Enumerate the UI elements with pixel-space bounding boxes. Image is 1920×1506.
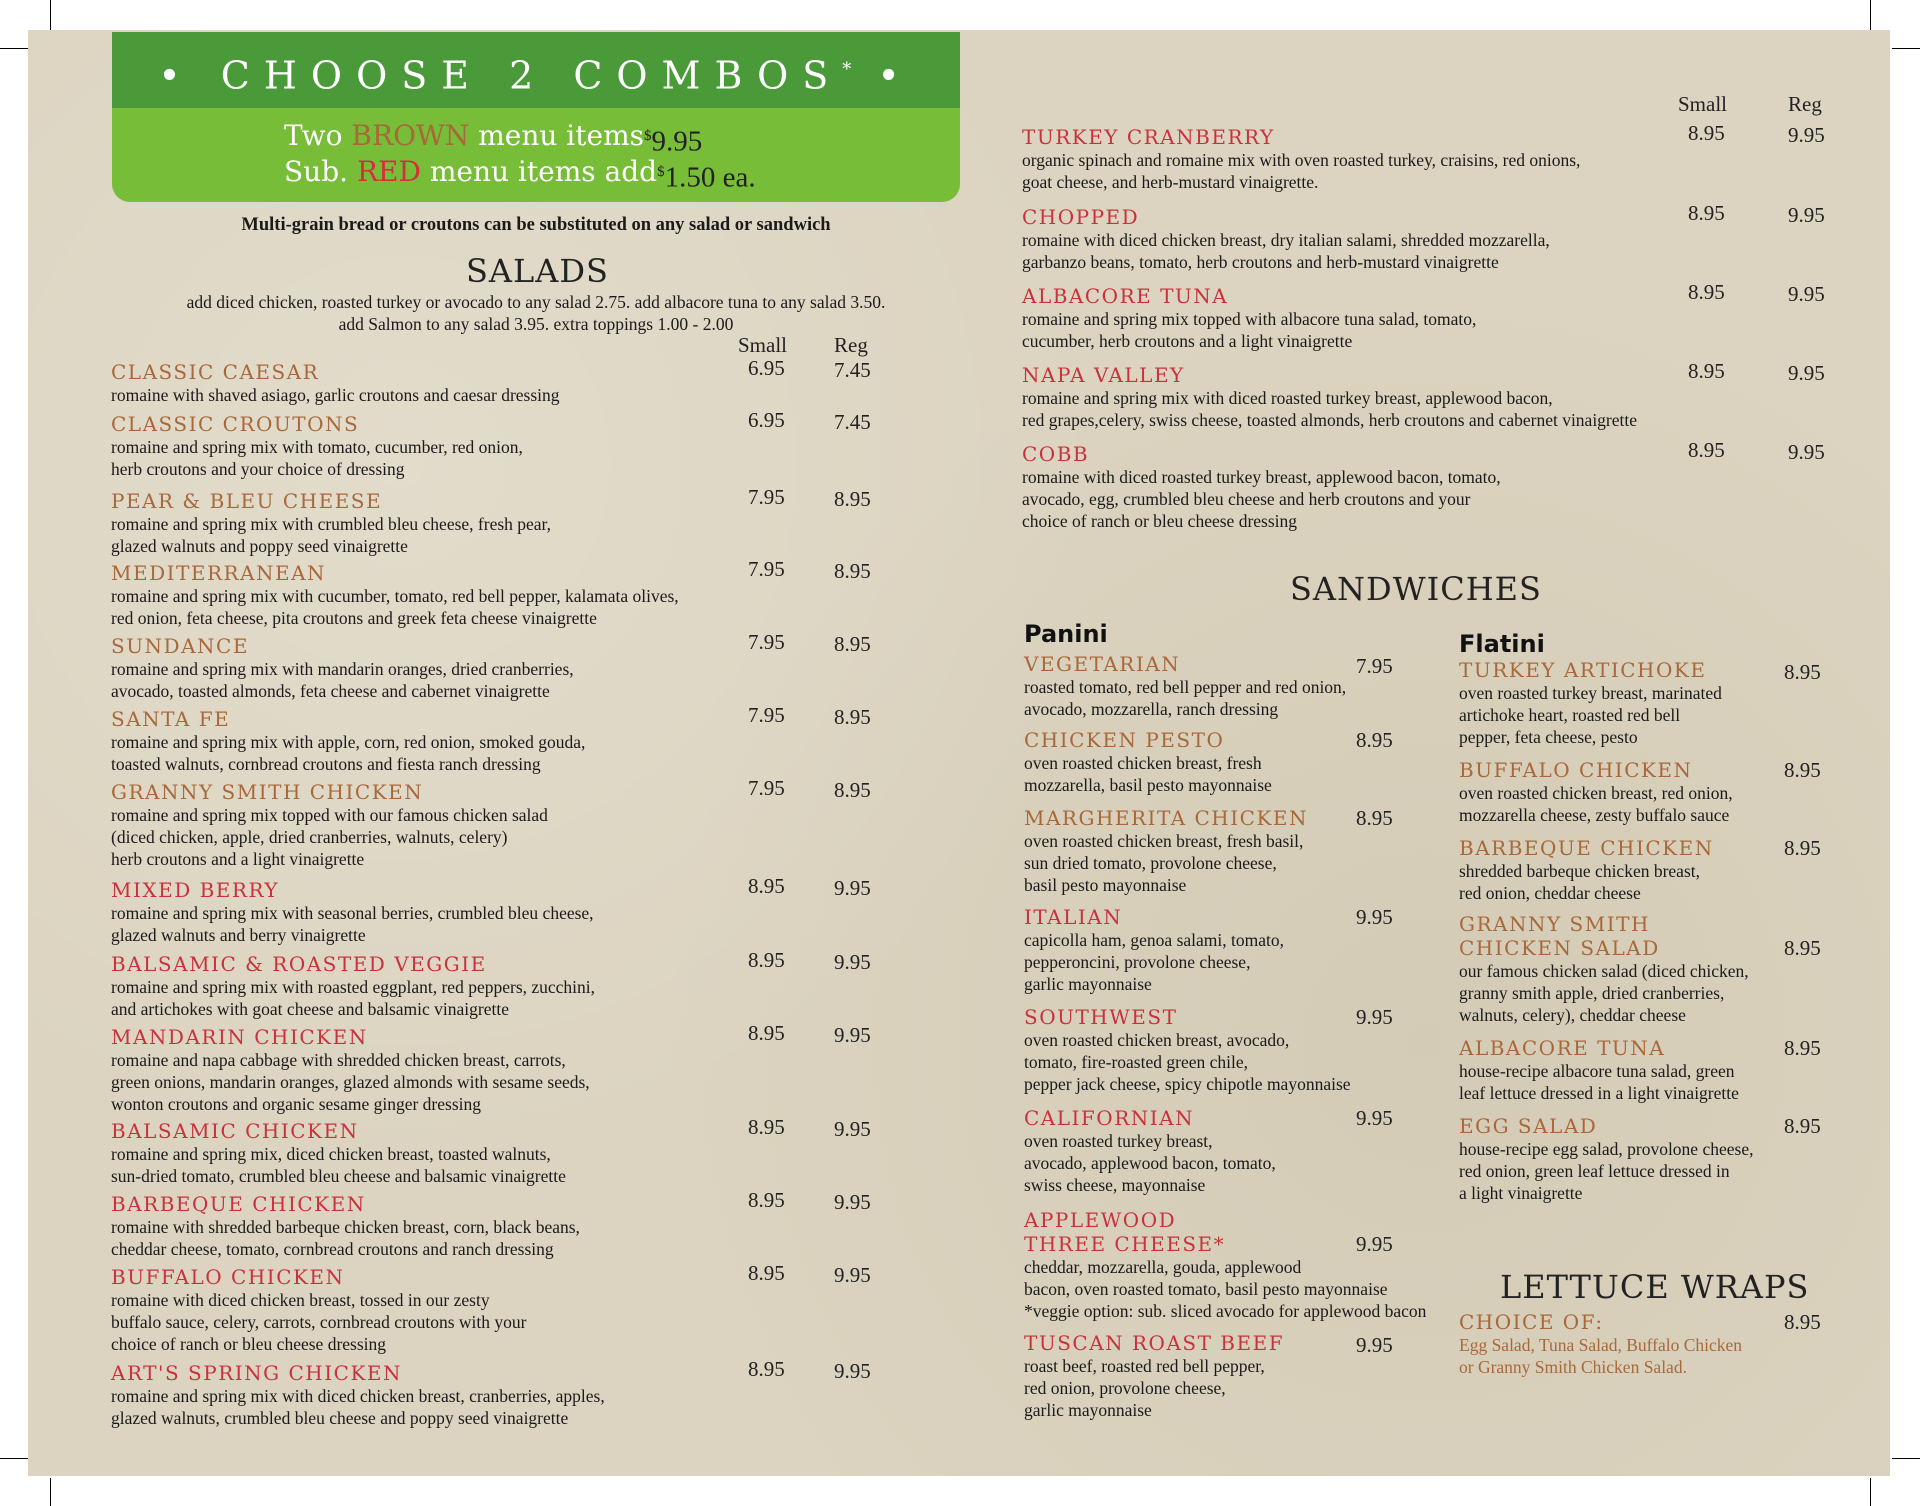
flatini-desc-line: oven roasted turkey breast, marinated: [1459, 683, 1722, 703]
salad-desc-line: romaine and spring mix with cucumber, tomato, red bell pepper, kalamata olives,: [111, 586, 679, 606]
flatini-desc-line: leaf lettuce dressed in a light vinaigrette: [1459, 1083, 1739, 1103]
salad-item: [111, 412, 523, 480]
salad-item: [111, 707, 585, 775]
salad-desc: [111, 976, 595, 1020]
substitution-note: Multi-grain bread or croutons can be substituted on any salad or sandwich: [241, 215, 831, 235]
salad-price-reg: 9.95: [834, 876, 871, 900]
flatini-desc-line: artichoke heart, roasted red bell: [1459, 705, 1681, 725]
flatini-desc: [1459, 860, 1714, 904]
flatini-title: Flatini: [1459, 630, 1545, 658]
salad-desc-line: romaine and spring mix with diced chicken breast, cranberries, apples,: [111, 1386, 605, 1406]
salad-desc-line: glazed walnuts, crumbled bleu cheese and poppy seed vinaigrette: [111, 1408, 569, 1428]
panini-desc-line: oven roasted chicken breast, fresh basil,: [1024, 831, 1304, 851]
salad-desc-line: romaine and spring mix with mandarin oranges, dried cranberries,: [111, 659, 574, 679]
flatini-item: [1459, 758, 1733, 826]
flatini-desc: [1459, 1060, 1739, 1104]
salad-desc-line: choice of ranch or bleu cheese dressing: [1022, 511, 1298, 531]
combo-banner-title: [112, 32, 960, 108]
salads-title: SALADS: [466, 252, 609, 290]
salad-price-reg: 8.95: [834, 559, 871, 583]
salad-desc-line: and artichokes with goat cheese and balsamic vinaigrette: [111, 999, 509, 1019]
panini-desc-line: garlic mayonnaise: [1024, 1400, 1152, 1420]
salad-desc: [111, 436, 523, 480]
salad-price-small: 7.95: [748, 703, 785, 727]
salad-price-small: 8.95: [1688, 359, 1725, 383]
salad-price-reg: 8.95: [834, 487, 871, 511]
panini-name: APPLEWOOD: [1024, 1208, 1177, 1232]
salad-desc-line: herb croutons and your choice of dressing: [111, 459, 405, 479]
lettuce-wrap-item: [1459, 1310, 1742, 1378]
combo-line-2: [284, 154, 960, 194]
salad-desc: [111, 658, 574, 702]
salad-price-small: 7.95: [748, 557, 785, 581]
combo-line1-text: Two: [284, 119, 352, 152]
salad-desc-line: wonton croutons and organic sesame ginger dressing: [111, 1094, 482, 1114]
salad-item: [111, 634, 574, 702]
combo-brown-word: BROWN: [351, 119, 470, 152]
panini-desc-line: *veggie option: sub. sliced avocado for applewood bacon: [1024, 1301, 1427, 1321]
salad-desc: [111, 1216, 580, 1260]
salad-item: [111, 489, 551, 557]
salad-desc: [111, 1049, 590, 1115]
flatini-desc-line: shredded barbeque chicken breast,: [1459, 861, 1701, 881]
flatini-name: CHICKEN SALAD: [1459, 936, 1660, 960]
crop-mark: [0, 1458, 28, 1459]
salad-desc: [1022, 149, 1580, 193]
crop-mark: [1892, 1458, 1920, 1459]
col-small-header: Small: [738, 333, 788, 357]
panini-price: 9.95: [1356, 1106, 1393, 1130]
crop-mark: [50, 1478, 51, 1506]
flatini-desc-line: our famous chicken salad (diced chicken,: [1459, 961, 1749, 981]
col-reg-header-right: Reg: [1788, 92, 1822, 116]
panini-desc-line: sun dried tomato, provolone cheese,: [1024, 853, 1277, 873]
salad-name: BARBEQUE CHICKEN: [111, 1192, 366, 1216]
salad-addons: [112, 291, 960, 335]
salad-price-reg: 9.95: [834, 950, 871, 974]
panini-desc-line: basil pesto mayonnaise: [1024, 875, 1187, 895]
salad-desc: [111, 1143, 566, 1187]
flatini-name: GRANNY SMITH: [1459, 912, 1650, 936]
panini-price: 9.95: [1356, 1232, 1393, 1256]
combo-title: • CHOOSE 2 COMBOS: [158, 53, 843, 98]
panini-price: 8.95: [1356, 728, 1393, 752]
salad-desc-line: red grapes,celery, swiss cheese, toasted almonds, herb croutons and cabernet vinaigrette: [1022, 410, 1638, 430]
salad-item: [111, 780, 548, 870]
salad-price-small: 8.95: [748, 1357, 785, 1381]
panini-item: [1024, 652, 1346, 720]
panini-desc-line: cheddar, mozzarella, gouda, applewood: [1024, 1257, 1302, 1277]
salad-name: MEDITERRANEAN: [111, 561, 327, 585]
panini-price: 9.95: [1356, 1333, 1393, 1357]
combo-line2-text: Sub.: [284, 155, 357, 188]
salad-price-reg: 9.95: [1788, 440, 1825, 464]
lettuce-wrap-name: CHOICE OF:: [1459, 1310, 1604, 1334]
currency-sign: $: [644, 128, 652, 144]
salad-desc-line: romaine and spring mix topped with albacore tuna salad, tomato,: [1022, 309, 1477, 329]
salad-desc-line: avocado, toasted almonds, feta cheese and cabernet vinaigrette: [111, 681, 550, 701]
salad-desc-line: toasted walnuts, cornbread croutons and fiesta ranch dressing: [111, 754, 541, 774]
salad-price-small: 8.95: [748, 1021, 785, 1045]
flatini-name: ALBACORE TUNA: [1459, 1036, 1666, 1060]
flatini-item: [1459, 1114, 1753, 1204]
combo-banner-details: [112, 108, 960, 202]
panini-desc-line: garlic mayonnaise: [1024, 974, 1152, 994]
salad-name: ART'S SPRING CHICKEN: [111, 1361, 402, 1385]
salad-item: [111, 952, 595, 1020]
salad-name: CLASSIC CROUTONS: [111, 412, 360, 436]
panini-desc-line: tomato, fire-roasted green chile,: [1024, 1052, 1248, 1072]
salad-desc-line: romaine with shredded barbeque chicken breast, corn, black beans,: [111, 1217, 580, 1237]
salad-name: CLASSIC CAESAR: [111, 360, 320, 384]
salad-price-reg: 7.45: [834, 410, 871, 434]
salad-item: [1022, 205, 1550, 273]
salad-item: [1022, 442, 1501, 532]
flatini-desc-line: red onion, cheddar cheese: [1459, 883, 1641, 903]
salad-desc-line: romaine and spring mix with apple, corn, red onion, smoked gouda,: [111, 732, 586, 752]
salad-price-reg: 9.95: [834, 1190, 871, 1214]
combo-banner: [112, 32, 960, 202]
flatini-price: 8.95: [1784, 936, 1821, 960]
salad-price-small: 7.95: [748, 776, 785, 800]
panini-desc-line: avocado, applewood bacon, tomato,: [1024, 1153, 1276, 1173]
combo-line-1: [284, 118, 960, 158]
panini-desc-line: roasted tomato, red bell pepper and red onion,: [1024, 677, 1347, 697]
flatini-price: 8.95: [1784, 660, 1821, 684]
salad-price-small: 7.95: [748, 485, 785, 509]
salad-desc: [1022, 308, 1476, 352]
panini-desc: [1024, 929, 1284, 995]
panini-item: [1024, 1005, 1351, 1095]
panini-price: 9.95: [1356, 905, 1393, 929]
salad-name: GRANNY SMITH CHICKEN: [111, 780, 424, 804]
salad-price-reg: 9.95: [834, 1023, 871, 1047]
combo-title-star: *: [842, 59, 852, 80]
salad-desc-line: romaine with shaved asiago, garlic croutons and caesar dressing: [111, 385, 560, 405]
salad-desc-line: cucumber, herb croutons and a light vinaigrette: [1022, 331, 1353, 351]
flatini-item: [1459, 912, 1749, 1026]
flatini-desc: [1459, 1138, 1753, 1204]
salad-price-reg: 8.95: [834, 705, 871, 729]
salad-price-small: 8.95: [748, 1115, 785, 1139]
salad-price-small: 8.95: [1688, 201, 1725, 225]
lettuce-wrap-desc-line: or Granny Smith Chicken Salad.: [1459, 1357, 1687, 1377]
salad-desc-line: glazed walnuts and berry vinaigrette: [111, 925, 366, 945]
flatini-name: TURKEY ARTICHOKE: [1459, 658, 1707, 682]
salad-desc: [111, 384, 560, 406]
salad-desc: [1022, 229, 1550, 273]
crop-mark: [1892, 48, 1920, 49]
flatini-name: BUFFALO CHICKEN: [1459, 758, 1693, 782]
salad-desc: [111, 804, 548, 870]
flatini-desc-line: a light vinaigrette: [1459, 1183, 1583, 1203]
salad-desc-line: avocado, egg, crumbled bleu cheese and herb croutons and your: [1022, 489, 1471, 509]
salad-desc-line: buffalo sauce, celery, carrots, cornbread croutons with your: [111, 1312, 527, 1332]
salad-price-small: 8.95: [1688, 438, 1725, 462]
panini-desc-line: oven roasted chicken breast, fresh: [1024, 753, 1262, 773]
flatini-desc-line: walnuts, celery), cheddar cheese: [1459, 1005, 1686, 1025]
panini-name: MARGHERITA CHICKEN: [1024, 806, 1308, 830]
salad-price-small: 6.95: [748, 408, 785, 432]
panini-price: 8.95: [1356, 806, 1393, 830]
salad-desc: [1022, 466, 1501, 532]
panini-name: TUSCAN ROAST BEEF: [1024, 1331, 1285, 1355]
salad-desc-line: goat cheese, and herb-mustard vinaigrette.: [1022, 172, 1319, 192]
salad-item: [111, 561, 679, 629]
combo-line1-text2: menu items: [469, 119, 644, 152]
panini-desc: [1024, 752, 1272, 796]
salad-desc: [111, 1385, 605, 1429]
salad-desc-line: glazed walnuts and poppy seed vinaigrette: [111, 536, 408, 556]
flatini-desc-line: oven roasted chicken breast, red onion,: [1459, 783, 1733, 803]
salad-price-small: 8.95: [1688, 121, 1725, 145]
salad-desc: [111, 513, 551, 557]
salad-name: CHOPPED: [1022, 205, 1140, 229]
lettuce-wrap-desc-line: Egg Salad, Tuna Salad, Buffalo Chicken: [1459, 1335, 1743, 1355]
panini-item: [1024, 905, 1284, 995]
salad-desc-line: sun-dried tomato, crumbled bleu cheese and balsamic vinaigrette: [111, 1166, 566, 1186]
salad-item: [1022, 363, 1637, 431]
salad-desc-line: herb croutons and a light vinaigrette: [111, 849, 365, 869]
panini-desc-line: capicolla ham, genoa salami, tomato,: [1024, 930, 1284, 950]
panini-item: [1024, 728, 1272, 796]
salad-price-small: 8.95: [1688, 280, 1725, 304]
salad-price-reg: 9.95: [1788, 361, 1825, 385]
currency-sign: $: [657, 164, 665, 180]
flatini-desc-line: granny smith apple, dried cranberries,: [1459, 983, 1725, 1003]
salad-price-small: 6.95: [748, 356, 785, 380]
panini-desc-line: bacon, oven roasted tomato, basil pesto mayonnaise: [1024, 1279, 1388, 1299]
sandwiches-title: SANDWICHES: [1290, 570, 1542, 608]
salad-desc-line: organic spinach and romaine mix with oven roasted turkey, craisins, red onions,: [1022, 150, 1581, 170]
combo-line2-text2: menu items add: [420, 155, 658, 188]
salad-price-reg: 9.95: [834, 1263, 871, 1287]
salad-item: [111, 878, 594, 946]
panini-item: [1024, 806, 1308, 896]
combo-surcharge: 1.50 ea.: [664, 161, 756, 194]
panini-name: THREE CHEESE*: [1024, 1232, 1226, 1256]
salad-price-small: 7.95: [748, 630, 785, 654]
combo-title-end: •: [851, 53, 914, 98]
salad-desc-line: romaine and spring mix topped with our famous chicken salad: [111, 805, 548, 825]
salad-desc-line: (diced chicken, apple, dried cranberries, walnuts, celery): [111, 827, 508, 847]
flatini-desc: [1459, 782, 1733, 826]
panini-item: [1024, 1208, 1426, 1322]
panini-name: ITALIAN: [1024, 905, 1123, 929]
salad-item: [111, 1119, 566, 1187]
flatini-desc-line: house-recipe egg salad, provolone cheese,: [1459, 1139, 1754, 1159]
salad-desc: [1022, 387, 1637, 431]
salad-item: [111, 1192, 580, 1260]
salad-desc-line: romaine and spring mix with diced roasted turkey breast, applewood bacon,: [1022, 388, 1553, 408]
panini-desc-line: oven roasted turkey breast,: [1024, 1131, 1213, 1151]
panini-item: [1024, 1331, 1284, 1421]
crop-mark: [0, 48, 28, 49]
panini-desc: [1024, 830, 1308, 896]
salad-name: PEAR & BLEU CHEESE: [111, 489, 383, 513]
salad-name: BALSAMIC & ROASTED VEGGIE: [111, 952, 487, 976]
salad-desc-line: red onion, feta cheese, pita croutons and greek feta cheese vinaigrette: [111, 608, 597, 628]
panini-desc: [1024, 676, 1346, 720]
lettuce-wrap-desc: [1459, 1334, 1742, 1378]
salad-name: MIXED BERRY: [111, 878, 280, 902]
salad-name: SUNDANCE: [111, 634, 249, 658]
salad-price-reg: 9.95: [834, 1117, 871, 1141]
flatini-name: EGG SALAD: [1459, 1114, 1598, 1138]
salad-price-reg: 9.95: [1788, 123, 1825, 147]
salad-desc-line: romaine and spring mix with tomato, cucumber, red onion,: [111, 437, 523, 457]
panini-desc-line: red onion, provolone cheese,: [1024, 1378, 1226, 1398]
salad-desc-line: romaine and spring mix with crumbled bleu cheese, fresh pear,: [111, 514, 552, 534]
combo-red-word: RED: [356, 155, 421, 188]
salad-price-reg: 7.45: [834, 358, 871, 382]
flatini-price: 8.95: [1784, 758, 1821, 782]
flatini-desc: [1459, 960, 1749, 1026]
salad-price-small: 8.95: [748, 874, 785, 898]
salad-desc-line: romaine and napa cabbage with shredded chicken breast, carrots,: [111, 1050, 566, 1070]
salad-desc-line: romaine with diced roasted turkey breast, applewood bacon, tomato,: [1022, 467, 1501, 487]
flatini-desc: [1459, 682, 1722, 748]
panini-desc-line: oven roasted chicken breast, avocado,: [1024, 1030, 1290, 1050]
flatini-desc-line: red onion, green leaf lettuce dressed in: [1459, 1161, 1730, 1181]
flatini-price: 8.95: [1784, 1114, 1821, 1138]
panini-desc-line: mozzarella, basil pesto mayonnaise: [1024, 775, 1272, 795]
lettuce-wrap-price: 8.95: [1784, 1310, 1821, 1334]
panini-name: SOUTHWEST: [1024, 1005, 1178, 1029]
crop-mark: [1870, 1478, 1871, 1506]
salad-item: [111, 1361, 605, 1429]
salad-desc: [111, 731, 585, 775]
salad-desc: [111, 1289, 526, 1355]
panini-desc: [1024, 1256, 1426, 1322]
salad-name: MANDARIN CHICKEN: [111, 1025, 368, 1049]
salad-price-reg: 9.95: [834, 1359, 871, 1383]
flatini-item: [1459, 836, 1714, 904]
combo-price: 9.95: [651, 125, 703, 158]
flatini-desc-line: pepper, feta cheese, pesto: [1459, 727, 1638, 747]
salad-price-reg: 8.95: [834, 632, 871, 656]
flatini-name: BARBEQUE CHICKEN: [1459, 836, 1714, 860]
panini-desc-line: pepper jack cheese, spicy chipotle mayonnaise: [1024, 1074, 1351, 1094]
salad-price-reg: 9.95: [1788, 203, 1825, 227]
salad-desc-line: romaine with diced chicken breast, tossed in our zesty: [111, 1290, 490, 1310]
panini-item: [1024, 1106, 1276, 1196]
salad-price-small: 8.95: [748, 1261, 785, 1285]
salad-name: TURKEY CRANBERRY: [1022, 125, 1275, 149]
salad-name: BUFFALO CHICKEN: [111, 1265, 345, 1289]
flatini-item: [1459, 1036, 1739, 1104]
flatini-desc-line: house-recipe albacore tuna salad, green: [1459, 1061, 1735, 1081]
salad-name: SANTA FE: [111, 707, 231, 731]
panini-desc-line: avocado, mozzarella, ranch dressing: [1024, 699, 1279, 719]
salad-desc-line: green onions, mandarin oranges, glazed almonds with sesame seeds,: [111, 1072, 590, 1092]
salad-desc-line: romaine with diced chicken breast, dry italian salami, shredded mozzarella,: [1022, 230, 1550, 250]
salad-desc-line: cheddar cheese, tomato, cornbread croutons and ranch dressing: [111, 1239, 554, 1259]
salad-desc-line: romaine and spring mix with seasonal berries, crumbled bleu cheese,: [111, 903, 594, 923]
panini-price: 7.95: [1356, 654, 1393, 678]
panini-desc-line: swiss cheese, mayonnaise: [1024, 1175, 1206, 1195]
salad-price-reg: 9.95: [1788, 282, 1825, 306]
salad-addon-line: add Salmon to any salad 3.95. extra toppings 1.00 - 2.00: [338, 314, 734, 334]
salad-item: [111, 1265, 526, 1355]
salad-item: [111, 1025, 590, 1115]
salad-name: BALSAMIC CHICKEN: [111, 1119, 359, 1143]
panini-desc-line: roast beef, roasted red bell pepper,: [1024, 1356, 1265, 1376]
flatini-item: [1459, 658, 1722, 748]
panini-title: Panini: [1024, 620, 1108, 648]
lettuce-wraps-title: LETTUCE WRAPS: [1500, 1268, 1810, 1306]
salad-name: NAPA VALLEY: [1022, 363, 1185, 387]
panini-name: VEGETARIAN: [1024, 652, 1181, 676]
panini-desc: [1024, 1355, 1284, 1421]
col-small-header-right: Small: [1678, 92, 1728, 116]
salad-item: [1022, 284, 1476, 352]
salad-price-small: 8.95: [748, 948, 785, 972]
salad-price-reg: 8.95: [834, 778, 871, 802]
panini-name: CALIFORNIAN: [1024, 1106, 1195, 1130]
salad-name: ALBACORE TUNA: [1022, 284, 1229, 308]
panini-desc: [1024, 1029, 1351, 1095]
salad-desc: [111, 585, 679, 629]
panini-name: CHICKEN PESTO: [1024, 728, 1225, 752]
salad-desc-line: romaine and spring mix, diced chicken breast, toasted walnuts,: [111, 1144, 551, 1164]
panini-desc-line: pepperoncini, provolone cheese,: [1024, 952, 1251, 972]
flatini-desc-line: mozzarella cheese, zesty buffalo sauce: [1459, 805, 1730, 825]
flatini-price: 8.95: [1784, 1036, 1821, 1060]
flatini-price: 8.95: [1784, 836, 1821, 860]
crop-mark: [50, 0, 51, 30]
salad-desc: [111, 902, 594, 946]
panini-price: 9.95: [1356, 1005, 1393, 1029]
panini-desc: [1024, 1130, 1276, 1196]
salad-name: COBB: [1022, 442, 1090, 466]
salad-desc-line: romaine and spring mix with roasted eggplant, red peppers, zucchini,: [111, 977, 596, 997]
salad-item: [1022, 125, 1580, 193]
salad-desc-line: choice of ranch or bleu cheese dressing: [111, 1334, 387, 1354]
col-reg-header: Reg: [834, 333, 868, 357]
salad-item: [111, 360, 560, 406]
salad-desc-line: garbanzo beans, tomato, herb croutons and herb-mustard vinaigrette: [1022, 252, 1499, 272]
salad-addon-line: add diced chicken, roasted turkey or avocado to any salad 2.75. add albacore tuna to any salad 3.50.: [186, 292, 886, 312]
salad-price-small: 8.95: [748, 1188, 785, 1212]
crop-mark: [1870, 0, 1871, 30]
